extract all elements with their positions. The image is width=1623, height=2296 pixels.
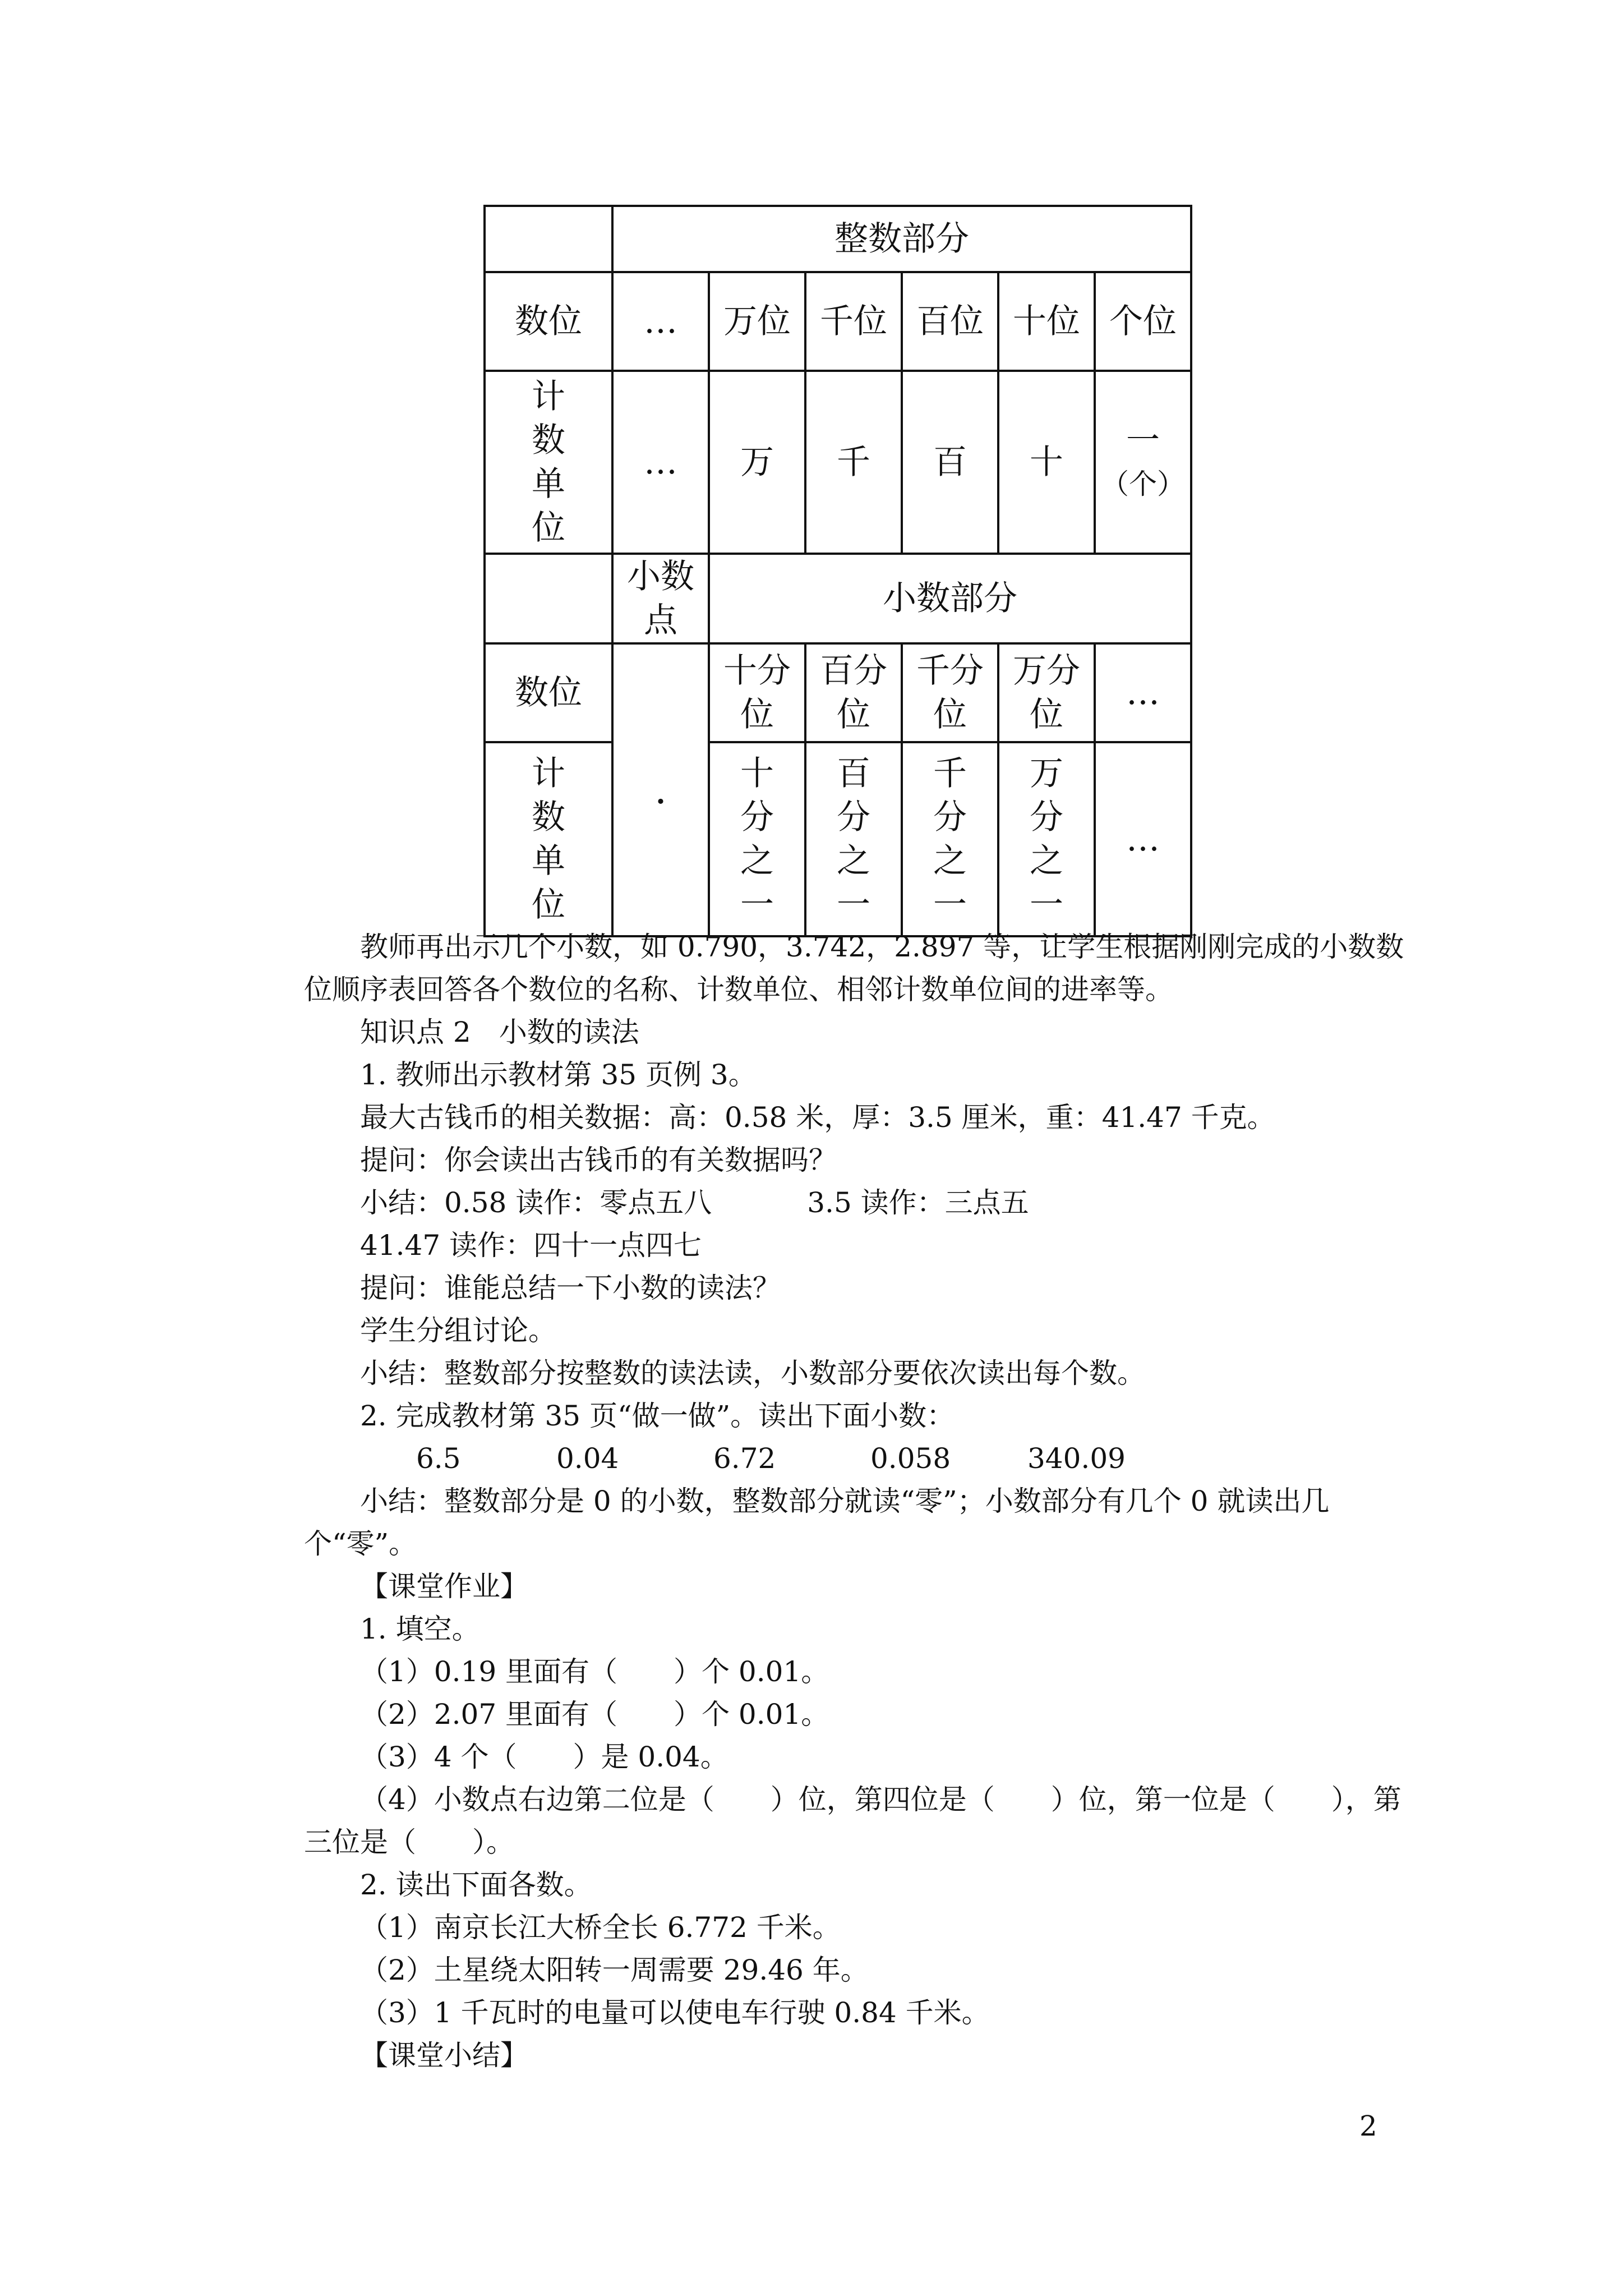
number-item: 0.04 bbox=[556, 1442, 619, 1475]
exercise-item: （3）1 千瓦时的电量可以使电车行驶 0.84 千米。 bbox=[360, 1996, 990, 2029]
empty-header-cell bbox=[485, 206, 612, 272]
row-label-counting-unit: 计 数 单 位 bbox=[485, 371, 612, 554]
decimal-unit-cell: 千 分 之 一 bbox=[902, 742, 998, 936]
exercise-item: （4）小数点右边第二位是（ ）位，第四位是（ ）位，第一位是（ ），第三位是（ ）。 bbox=[304, 1783, 1401, 1858]
exercise-item: （1）南京长江大桥全长 6.772 千米。 bbox=[360, 1911, 841, 1944]
empty-header-cell bbox=[485, 554, 612, 643]
exercise-item: （2）2.07 里面有（ ）个 0.01。 bbox=[360, 1698, 829, 1731]
integer-place-cell: 百位 bbox=[902, 272, 998, 371]
integer-place-cell: … bbox=[612, 272, 709, 371]
paragraph: 提问：谁能总结一下小数的读法？ bbox=[360, 1272, 781, 1304]
paragraph: 小结：整数部分按整数的读法读，小数部分要依次读出每个数。 bbox=[360, 1357, 1145, 1389]
decimal-part-header: 小数部分 bbox=[709, 554, 1191, 643]
decimal-place-cell: 十分 位 bbox=[709, 643, 805, 742]
exercise-item: （3）4 个（ ）是 0.04。 bbox=[360, 1741, 728, 1773]
paragraph: 2. 读出下面各数。 bbox=[360, 1869, 592, 1901]
integer-unit-cell: 万 bbox=[709, 371, 805, 554]
integer-unit-cell: … bbox=[612, 371, 709, 554]
number-item: 6.5 bbox=[416, 1442, 461, 1475]
exercise-item: （1）0.19 里面有（ ）个 0.01。 bbox=[360, 1655, 829, 1688]
paragraph: 小结：整数部分是 0 的小数，整数部分就读“零”；小数部分有几个 0 就读出几个“零”。 bbox=[304, 1485, 1330, 1560]
number-item: 340.09 bbox=[1027, 1442, 1126, 1475]
decimal-point-header: 小数点 bbox=[612, 554, 709, 643]
decimal-place-cell: 百分 位 bbox=[805, 643, 902, 742]
decimal-place-cell: 万分 位 bbox=[998, 643, 1095, 742]
decimal-point-cell: . bbox=[612, 643, 709, 936]
row-label-digit: 数位 bbox=[485, 272, 612, 371]
row-label-counting-unit: 计 数 单 位 bbox=[485, 742, 612, 936]
integer-place-cell: 十位 bbox=[998, 272, 1095, 371]
lesson-text bbox=[304, 926, 1408, 2077]
paragraph: 41.47 读作：四十一点四七 bbox=[360, 1229, 702, 1262]
section-heading: 【课堂作业】 bbox=[360, 1570, 528, 1603]
integer-unit-cell: 十 bbox=[998, 371, 1095, 554]
page-number: 2 bbox=[1359, 2110, 1377, 2142]
summary-reading-2: 3.5 读作：三点五 bbox=[807, 1186, 1029, 1219]
decimal-place-cell: 千分 位 bbox=[902, 643, 998, 742]
paragraph: 最大古钱币的相关数据：高：0.58 米，厚：3.5 厘米，重：41.47 千克。 bbox=[360, 1101, 1275, 1134]
paragraph: 2. 完成教材第 35 页“做一做”。读出下面小数： bbox=[360, 1400, 955, 1432]
paragraph: 1. 教师出示教材第 35 页例 3。 bbox=[360, 1059, 757, 1091]
decimal-unit-cell: 十 分 之 一 bbox=[709, 742, 805, 936]
paragraph: 学生分组讨论。 bbox=[360, 1314, 556, 1347]
integer-place-cell: 万位 bbox=[709, 272, 805, 371]
integer-unit-cell: 千 bbox=[805, 371, 902, 554]
section-heading: 知识点 2 小数的读法 bbox=[360, 1016, 639, 1048]
summary-reading-1: 小结：0.58 读作：零点五八 bbox=[360, 1186, 712, 1219]
integer-place-cell: 个位 bbox=[1095, 272, 1191, 371]
paragraph: 教师再出示几个小数，如 0.790，3.742，2.897 等，让学生根据刚刚完成的小数数位顺序表回答各个数位的名称、计数单位、相邻计数单位间的进率等。 bbox=[304, 931, 1404, 1006]
decimal-place-value-table bbox=[483, 205, 1192, 937]
paragraph: 提问：你会读出古钱币的有关数据吗？ bbox=[360, 1144, 837, 1176]
integer-place-cell: 千位 bbox=[805, 272, 902, 371]
decimal-place-cell: … bbox=[1095, 643, 1191, 742]
exercise-item: （2）土星绕太阳转一周需要 29.46 年。 bbox=[360, 1954, 869, 1986]
integer-unit-cell: 一 （个） bbox=[1095, 371, 1191, 554]
decimal-unit-cell: 万 分 之 一 bbox=[998, 742, 1095, 936]
number-item: 0.058 bbox=[870, 1442, 951, 1475]
decimal-unit-cell: 百 分 之 一 bbox=[805, 742, 902, 936]
section-heading: 【课堂小结】 bbox=[360, 2039, 528, 2072]
integer-part-header: 整数部分 bbox=[612, 206, 1191, 272]
number-list bbox=[304, 1437, 1408, 1480]
row-label-digit: 数位 bbox=[485, 643, 612, 742]
number-item: 6.72 bbox=[713, 1442, 776, 1475]
paragraph bbox=[304, 1181, 1408, 1224]
paragraph: 1. 填空。 bbox=[360, 1613, 480, 1645]
integer-unit-cell: 百 bbox=[902, 371, 998, 554]
decimal-unit-cell: … bbox=[1095, 742, 1191, 936]
